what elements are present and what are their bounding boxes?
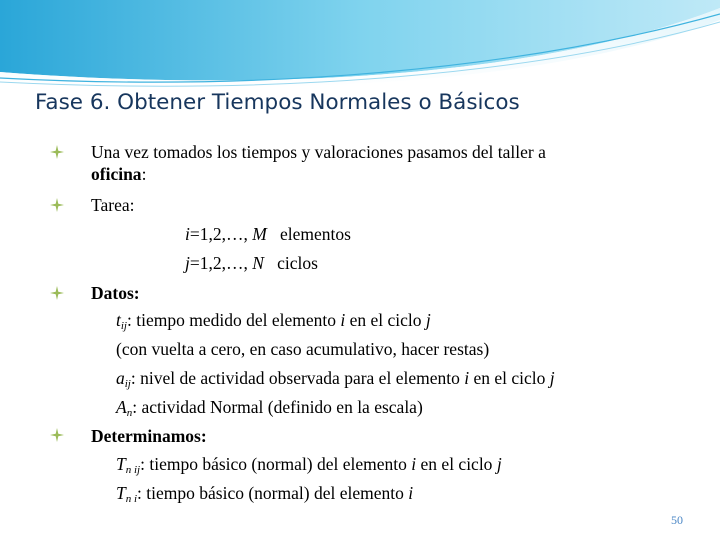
- index-i-definition: i=1,2,…, M elementos: [185, 224, 351, 244]
- data-line-an: $A_n$: actividad Normal (definido en la escala): [116, 397, 423, 419]
- page-number: 50: [671, 513, 683, 527]
- tarea-label: Tarea:: [91, 195, 135, 215]
- bold-term: oficina: [91, 164, 142, 184]
- data-line-aij: $a_{ij}$: nivel de actividad observada para el elemento i en el ciclo j: [116, 368, 555, 390]
- result-line-tnij: $T_{n ij}$: tiempo básico (normal) del elemento i en el ciclo j: [116, 454, 502, 476]
- header-wave-decoration: [0, 0, 720, 90]
- slide-title: Fase 6. Obtener Tiempos Normales o Básicos: [35, 90, 520, 115]
- four-point-star-icon: [50, 428, 64, 442]
- index-j-definition: j=1,2,…, N ciclos: [185, 253, 318, 273]
- data-line-note: (con vuelta a cero, en caso acumulativo, hacer restas): [116, 339, 490, 359]
- bullet-text: Una vez tomados los tiempos y valoraciones pasamos del taller a: [91, 142, 546, 162]
- datos-label: Datos:: [91, 283, 140, 303]
- result-line-tni: $T_{n i}$: tiempo básico (normal) del elemento i: [116, 483, 414, 505]
- four-point-star-icon: [50, 286, 64, 300]
- bullet-text-continued: oficina:: [91, 164, 147, 184]
- data-line-tij: $t_{ij}$: tiempo medido del elemento i en el ciclo j: [116, 310, 431, 332]
- determinamos-label: Determinamos:: [91, 426, 207, 446]
- four-point-star-icon: [50, 198, 64, 212]
- four-point-star-icon: [50, 145, 64, 159]
